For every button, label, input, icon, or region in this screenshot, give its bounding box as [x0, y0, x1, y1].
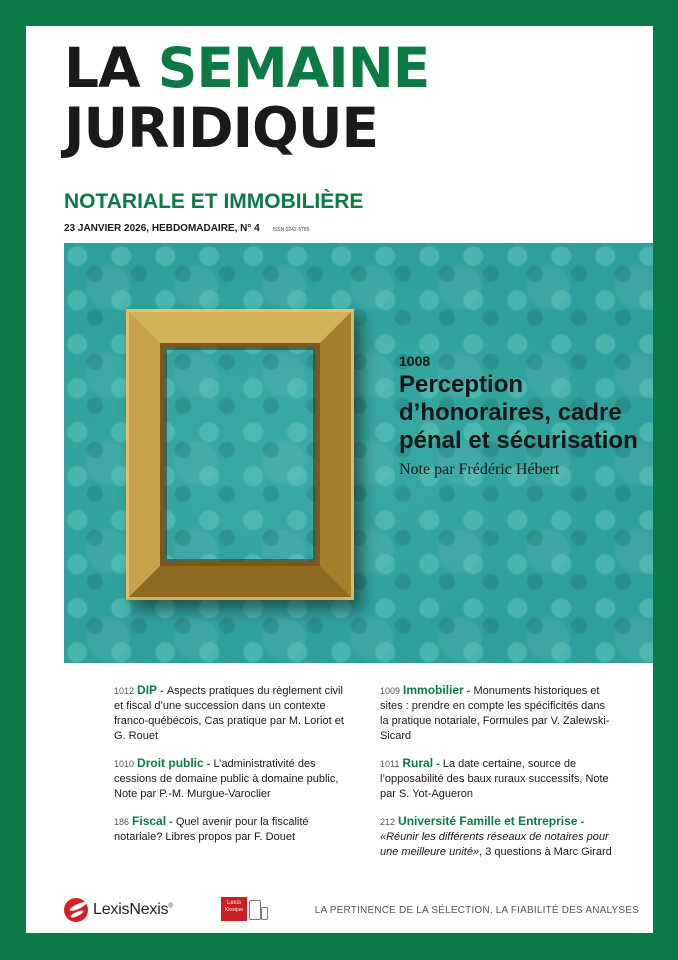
- issue-date: 23 JANVIER 2026, HEBDOMADAIRE, N° 4: [64, 223, 260, 234]
- article-number: 212: [380, 817, 396, 827]
- article-category: Rural: [402, 756, 434, 770]
- articles-column-left: [114, 683, 346, 857]
- article-number: 1012: [114, 686, 135, 696]
- article-number: 1010: [114, 759, 135, 769]
- tablet-icon: [249, 900, 261, 920]
- lexisnexis-logo[interactable]: [64, 898, 173, 922]
- article-text: La date certaine, source de l’opposabilité des baux ruraux successifs, Note par S. Yot-Agueron: [380, 758, 609, 800]
- article-number: 1009: [380, 686, 401, 696]
- article-category: Immobilier: [403, 683, 464, 697]
- phone-icon: [261, 907, 268, 920]
- gilded-frame-image: [126, 309, 354, 600]
- feature-title: Perception d’honoraires, cadre pénal et sécurisation: [399, 371, 638, 454]
- article-category: DIP: [137, 683, 158, 697]
- article-text: Monuments historiques et sites : prendre en compte les spécificités dans la pratique notariale, Formules par V. Zalewski-Sicard: [380, 685, 610, 742]
- title-juridique: JURIDIQUE: [64, 96, 379, 160]
- cover-illustration: [64, 243, 653, 663]
- article-text: , 3 questions à Marc Girard: [479, 846, 612, 858]
- kiosque-line1: Lexis: [226, 900, 241, 906]
- frame-outer-edge: [126, 309, 354, 600]
- article-text: Aspects pratiques du règlement civil et fiscal d’une succession dans un contexte franco-québécois, Cas pratique par M. Loriot et G. Rouet: [114, 685, 344, 742]
- title-la: LA: [64, 36, 158, 100]
- cover-footer: [64, 896, 639, 926]
- lexisnexis-wordmark: LexisNexis®: [93, 901, 173, 918]
- article-number: 186: [114, 817, 130, 827]
- article-item[interactable]: 1011 Rural - La date certaine, source de l’opposabilité des baux ruraux successifs, Note par S. Yot-Agueron: [380, 756, 609, 800]
- issue-meta: [64, 223, 310, 234]
- lexisnexis-logo-icon: [64, 898, 88, 922]
- article-category: Université Famille et Entreprise: [398, 814, 578, 828]
- article-item[interactable]: 1012 DIP - Aspects pratiques du règlement civil et fiscal d’une succession dans un contexte franco-québécois, Cas pratique par M. Loriot et G. Rouet: [114, 683, 344, 742]
- article-item[interactable]: 212 Université Famille et Entreprise - «Réunir les différents réseaux de notaires pour une meilleure unité», 3 questions à Marc Girard: [380, 814, 612, 858]
- feature-number: 1008: [399, 353, 431, 369]
- article-quote: «Réunir les différents réseaux de notaires pour une meilleure unité»: [380, 831, 609, 858]
- kiosque-line2: Kiosque: [224, 907, 244, 913]
- article-number: 1011: [380, 759, 400, 769]
- journal-subtitle: NOTARIALE ET IMMOBILIÈRE: [64, 190, 364, 213]
- article-item[interactable]: 1009 Immobilier - Monuments historiques et sites : prendre en compte les spécificités dans la pratique notariale, Formules par V. Zalewski-Sicard: [380, 683, 610, 742]
- article-category: Droit public: [137, 756, 204, 770]
- article-text: Quel avenir pour la fiscalité notariale? Libres propos par F. Douet: [114, 816, 309, 843]
- cover-page: [26, 26, 653, 933]
- devices-icon: [249, 900, 269, 922]
- issn: ISSN 0242-5785: [272, 227, 310, 233]
- article-item[interactable]: 1010 Droit public - L’administrativité des cessions de domaine public à domaine public, Note par P.-M. Murgue-Varoclier: [114, 756, 339, 800]
- lexis-kiosque-badge[interactable]: [221, 897, 247, 921]
- feature-article[interactable]: [399, 353, 649, 479]
- article-category: Fiscal: [132, 814, 167, 828]
- title-semaine: SEMAINE: [157, 36, 430, 100]
- article-item[interactable]: 186 Fiscal - Quel avenir pour la fiscalité notariale? Libres propos par F. Douet: [114, 814, 309, 843]
- articles-column-right: [380, 683, 612, 872]
- article-text: L’administrativité des cessions de domaine public à domaine public, Note par P.-M. Murgue-Varoclier: [114, 758, 339, 800]
- journal-title: [64, 38, 429, 158]
- feature-author: Note par Frédéric Hébert: [399, 461, 560, 478]
- tagline: LA PERTINENCE DE LA SÉLECTION, LA FIABILITÉ DES ANALYSES: [314, 905, 639, 916]
